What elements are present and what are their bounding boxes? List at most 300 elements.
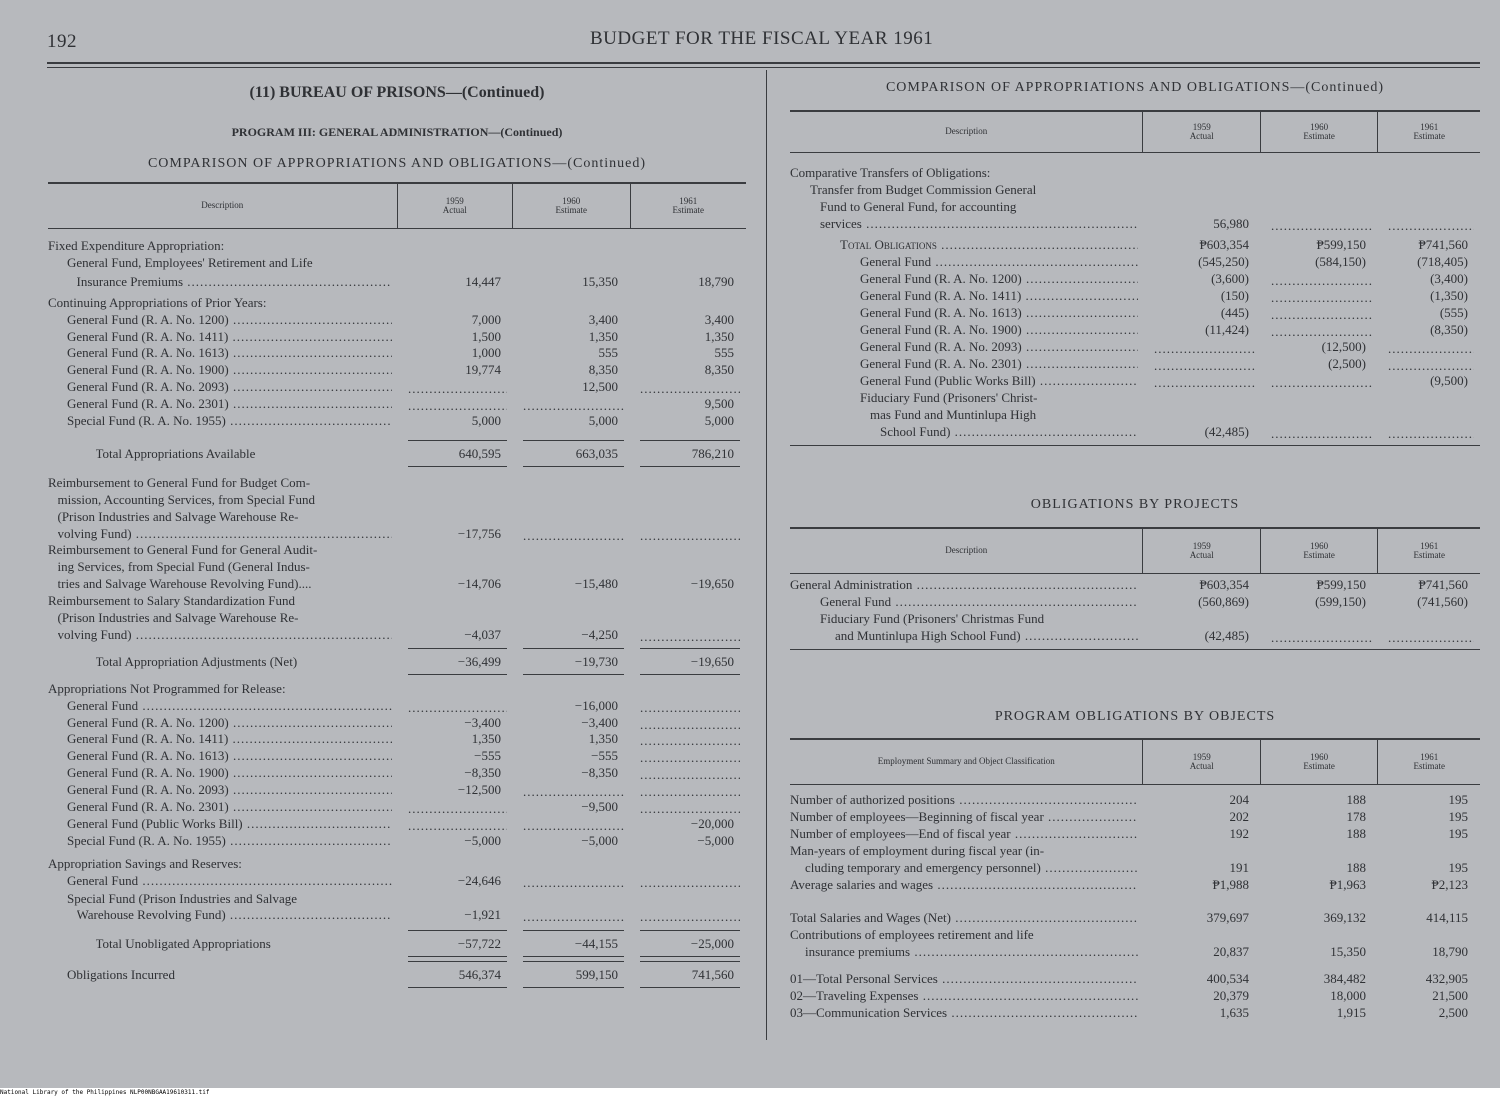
table-row [790, 237, 1480, 253]
table-row [48, 312, 746, 328]
leader-dots [640, 767, 740, 783]
table-bottom-rule [790, 649, 1480, 650]
cell-value: 178 [1346, 809, 1366, 824]
row-label: Reimbursement to Salary Standardization Fund [48, 593, 295, 609]
cell-value: 12,500 [582, 379, 618, 395]
row-label: Fund to General Fund, for accounting [820, 199, 1017, 214]
cell-value: 5,000 [704, 413, 734, 428]
row-label: General Fund ..... [860, 254, 1138, 270]
row-label: General Fund (Public Works Bill) ..... [860, 373, 1138, 389]
cell-value: 195 [1448, 792, 1468, 807]
table-header [790, 527, 1480, 574]
row-label: volving Fund) ..... [58, 627, 393, 643]
row-label: General Fund (R. A. No. 1613) ..... [67, 345, 392, 361]
table-row [790, 843, 1480, 859]
row-label: General Fund (R. A. No. 1411) ..... [67, 731, 392, 747]
leader-dots [1271, 307, 1372, 323]
row-label: Total Obligations ..... [840, 237, 1138, 253]
table-row [790, 390, 1480, 406]
cell-value: 741,560 [691, 967, 734, 983]
table-row [48, 681, 746, 697]
row-label: Fiduciary Fund (Prisoners' Christ- [860, 390, 1038, 405]
row-label: Number of employees—End of fiscal year ..... [790, 826, 1138, 842]
leader-dots [640, 875, 740, 891]
row-label: Number of employees—Beginning of fiscal year ..... [790, 809, 1138, 825]
table-row [790, 860, 1480, 876]
row-label: General Fund (R. A. No. 2301) ..... [67, 396, 392, 412]
row-label: Number of authorized positions ..... [790, 792, 1138, 808]
cell-value: ₱599,150 [1316, 237, 1366, 252]
cell-value: −4,250 [581, 626, 618, 642]
table-header [790, 738, 1480, 785]
cell-value: 15,350 [1330, 944, 1366, 959]
table-row [48, 833, 746, 849]
table-row [48, 782, 746, 798]
row-label: (Prison Industries and Salvage Warehouse Re- [57, 508, 299, 524]
program-title: PROGRAM III: GENERAL ADMINISTRATION—(Continued) [231, 125, 563, 139]
cell-value: 5,000 [471, 413, 501, 428]
leader-dots [1388, 218, 1474, 234]
cell-value: 1,350 [588, 328, 618, 344]
total-rule [408, 674, 507, 675]
leader-dots [408, 700, 507, 716]
header-rule-2 [47, 67, 1480, 68]
cell-value: −1,921 [464, 907, 501, 923]
cell-value: −555 [591, 748, 618, 764]
cell-value: −5,000 [697, 832, 734, 848]
leader-dots [1388, 358, 1474, 374]
row-label: General Fund (R. A. No. 1200) ..... [67, 312, 392, 328]
cell-value: −17,756 [457, 525, 501, 541]
scan-footer: National Library of the Philippines NLP00NBGAA19610311.tif [0, 1088, 1500, 1097]
total-rule [523, 466, 624, 467]
table-row [790, 288, 1480, 304]
row-label: General Fund (R. A. No. 2301) ..... [860, 356, 1138, 372]
cell-value: −36,499 [457, 653, 501, 669]
cell-value: −19,730 [574, 653, 618, 669]
row-label: Fiduciary Fund (Prisoners' Christmas Fund [820, 611, 1045, 626]
cell-value: 188 [1346, 792, 1366, 807]
cell-value: 9,500 [704, 396, 734, 412]
table-row [48, 559, 746, 575]
cell-value: 1,350 [704, 328, 734, 344]
cell-value: −3,400 [581, 714, 618, 730]
table-row [48, 715, 746, 731]
leader-dots [1271, 630, 1372, 646]
header-year-3: 1961 Estimate [1377, 740, 1480, 784]
leader-dots [1388, 630, 1474, 646]
header-description: Description [945, 545, 988, 556]
cell-value: ₱599,150 [1316, 577, 1366, 592]
cell-value: (9,500) [1430, 373, 1468, 388]
row-label: Reimbursement to General Fund for Budget Com- [48, 474, 311, 490]
cell-value: −555 [474, 748, 501, 764]
cell-value: −57,722 [457, 936, 501, 952]
leader-dots [1271, 375, 1372, 391]
cell-value: 192 [1229, 826, 1249, 841]
leader-dots [640, 801, 740, 817]
cell-value: 195 [1448, 809, 1468, 824]
cell-value: (3,400) [1430, 271, 1468, 286]
header-year-3: 1961 Estimate [1377, 112, 1480, 152]
row-label: School Fund) ..... [880, 424, 1138, 440]
row-label: ing Services, from Special Fund (General Indus- [57, 559, 310, 575]
header-year-1: 1959 Actual [1142, 112, 1259, 152]
cell-value: 14,447 [465, 273, 501, 289]
leader-dots [408, 381, 507, 397]
row-label: Special Fund (Prison Industries and Salvage [67, 890, 297, 906]
leader-dots [1388, 426, 1474, 442]
table-row [790, 1005, 1480, 1021]
row-label: General Fund ..... [67, 698, 392, 714]
row-label: cluding temporary and emergency personnel) ..... [805, 860, 1138, 876]
header-year-2: 1960 Estimate [1260, 112, 1377, 152]
cell-value: ₱1,988 [1212, 877, 1249, 892]
row-label: General Fund (R. A. No. 1411) ..... [860, 288, 1138, 304]
row-label: General Fund (R. A. No. 2093) ..... [67, 379, 392, 395]
header-description: Description [945, 126, 988, 137]
cell-value: 546,374 [458, 967, 501, 983]
table-row [790, 611, 1480, 627]
cell-value: 18,790 [698, 273, 734, 289]
row-label: General Fund (R. A. No. 2093) ..... [860, 339, 1138, 355]
cell-value: 8,350 [588, 362, 618, 378]
cell-value: −9,500 [581, 799, 618, 814]
leader-dots [1388, 341, 1474, 357]
table-row [790, 877, 1480, 893]
row-label: General Fund ..... [67, 873, 392, 889]
table-row [790, 322, 1480, 338]
row-label: General Fund, Employees' Retirement and Life [67, 254, 313, 270]
table-row [48, 396, 746, 412]
row-label: Insurance Premiums ..... [77, 274, 393, 290]
cell-value: (3,600) [1211, 271, 1249, 286]
cell-value: 188 [1346, 860, 1366, 875]
cell-value: ₱1,963 [1329, 877, 1366, 892]
row-label: General Fund (R. A. No. 1900) ..... [860, 322, 1138, 338]
row-label: insurance premiums ..... [805, 944, 1138, 960]
row-label: General Fund ..... [820, 594, 1138, 610]
table-row [790, 182, 1480, 198]
right-section2-title: OBLIGATIONS BY PROJECTS [1030, 497, 1240, 512]
cell-value: 20,379 [1213, 988, 1249, 1003]
row-label: General Fund (R. A. No. 2301) ..... [67, 799, 392, 815]
cell-value: −16,000 [574, 697, 618, 713]
row-label: Transfer from Budget Commission General [810, 182, 1037, 197]
row-label: Contributions of employees retirement and life [790, 927, 1034, 942]
row-label: mission, Accounting Services, from Special Fund [57, 491, 315, 507]
leader-dots [408, 818, 507, 834]
row-label: Special Fund (R. A. No. 1955) ..... [67, 413, 392, 429]
cell-value: 384,482 [1323, 971, 1366, 986]
cell-value: 8,350 [704, 362, 734, 378]
right-section1-title: COMPARISON OF APPROPRIATIONS AND OBLIGATIONS—(Continued) [885, 80, 1385, 95]
column-divider [766, 70, 767, 1040]
row-label: General Administration ..... [790, 577, 1138, 593]
cell-value: (445) [1220, 305, 1249, 320]
cell-value: 15,350 [582, 273, 618, 289]
table-row [48, 731, 746, 747]
cell-value: 202 [1229, 809, 1249, 824]
table-row [48, 509, 746, 525]
total-rule [640, 961, 740, 962]
header-year-3: 1961 Estimate [1377, 529, 1480, 573]
leader-dots [1271, 273, 1372, 289]
row-label: General Fund (Public Works Bill) ..... [67, 816, 392, 832]
row-label: mas Fund and Muntinlupa High [870, 407, 1037, 422]
cell-value: 3,400 [704, 311, 734, 327]
table-row [48, 967, 746, 983]
total-rule [408, 956, 507, 957]
total-rule [523, 961, 624, 962]
cell-value: 640,595 [458, 445, 501, 461]
table-row [790, 577, 1480, 593]
total-rule [523, 648, 624, 649]
table-row [790, 271, 1480, 287]
row-label: Comparative Transfers of Obligations: [790, 165, 991, 180]
cell-value: ₱741,560 [1418, 237, 1468, 252]
right-section3-title: PROGRAM OBLIGATIONS BY OBJECTS [994, 709, 1276, 724]
cell-value: 204 [1229, 792, 1249, 807]
cell-value: 195 [1448, 826, 1468, 841]
cell-value: (1,350) [1430, 288, 1468, 303]
cell-value: −5,000 [581, 832, 618, 848]
cell-value: 191 [1229, 860, 1249, 875]
row-label: General Fund (R. A. No. 1613) ..... [860, 305, 1138, 321]
cell-value: −8,350 [464, 765, 501, 781]
cell-value: (545,250) [1198, 254, 1249, 269]
total-rule [523, 440, 624, 441]
leader-dots [523, 528, 624, 544]
table-row [48, 542, 746, 558]
cell-value: 188 [1346, 826, 1366, 841]
row-label: General Fund (R. A. No. 1411) ..... [67, 329, 392, 345]
table-row [790, 199, 1480, 215]
table-row [48, 362, 746, 378]
leader-dots [1154, 358, 1255, 374]
cell-value: ₱603,354 [1199, 577, 1249, 592]
row-label: General Fund (R. A. No. 1613) ..... [67, 748, 392, 764]
leader-dots [1154, 375, 1255, 391]
cell-value: 599,150 [575, 967, 618, 983]
cell-value: (8,350) [1430, 322, 1468, 337]
cell-value: −14,706 [457, 576, 501, 592]
row-label: Obligations Incurred [67, 967, 175, 983]
cell-value: 555 [598, 345, 618, 361]
header-rule-1 [47, 62, 1480, 64]
header-year-3: 1961 Estimate [630, 184, 747, 228]
cell-value: 18,790 [1432, 944, 1468, 959]
row-label: General Fund (R. A. No. 1200) ..... [860, 271, 1138, 287]
total-rule [640, 930, 740, 931]
cell-value: 369,132 [1323, 910, 1366, 925]
leader-dots [640, 717, 740, 733]
row-label: 02—Traveling Expenses ..... [790, 988, 1138, 1004]
row-label: (Prison Industries and Salvage Warehouse Re- [57, 610, 299, 625]
row-label: Warehouse Revolving Fund) ..... [77, 907, 393, 923]
cell-value: (2,500) [1328, 356, 1366, 371]
header-description: Employment Summary and Object Classification [877, 756, 1055, 767]
table-row [48, 379, 746, 395]
total-rule [640, 466, 740, 467]
cell-value: 663,035 [575, 445, 618, 461]
table-row [790, 809, 1480, 825]
cell-value: 18,000 [1330, 988, 1366, 1003]
cell-value: ₱2,123 [1431, 877, 1468, 892]
table-row [48, 891, 746, 907]
cell-value: (42,485) [1204, 628, 1249, 643]
leader-dots [408, 801, 507, 817]
cell-value: 1,500 [471, 328, 501, 344]
total-rule [523, 956, 624, 957]
header-year-1: 1959 Actual [1142, 740, 1259, 784]
table-row [790, 988, 1480, 1004]
total-rule [640, 956, 740, 957]
table-row [48, 492, 746, 508]
table-row [48, 345, 746, 361]
cell-value: (11,424) [1205, 322, 1249, 337]
total-rule [408, 466, 507, 467]
table-row [48, 627, 746, 643]
row-label: General Fund (R. A. No. 1200) ..... [67, 715, 392, 731]
table-row [790, 424, 1480, 440]
row-label: Total Appropriations Available [95, 445, 256, 461]
leader-dots [640, 750, 740, 766]
cell-value: 555 [714, 345, 734, 361]
bureau-title: (11) BUREAU OF PRISONS—(Continued) [249, 84, 545, 101]
row-label: General Fund (R. A. No. 2093) ..... [67, 782, 392, 798]
cell-value: −15,480 [574, 576, 618, 592]
row-label: Man-years of employment during fiscal year (in- [790, 843, 1045, 858]
table-row [790, 910, 1480, 926]
row-label: volving Fund) ..... [58, 526, 393, 542]
cell-value: 1,350 [471, 731, 501, 747]
cell-value: 2,500 [1438, 1005, 1468, 1020]
total-rule [640, 987, 740, 988]
row-label: General Fund (R. A. No. 1900) ..... [67, 362, 392, 378]
leader-dots [523, 909, 624, 925]
cell-value: (12,500) [1321, 339, 1366, 354]
cell-value: 7,000 [471, 311, 501, 327]
leader-dots [640, 528, 740, 544]
total-rule [408, 930, 507, 931]
cell-value: (555) [1439, 305, 1468, 320]
running-title: BUDGET FOR THE FISCAL YEAR 1961 [590, 28, 934, 49]
cell-value: −24,646 [457, 872, 501, 888]
row-label: Reimbursement to General Fund for General Audit- [48, 542, 318, 558]
cell-value: (718,405) [1417, 254, 1468, 269]
cell-value: 3,400 [588, 311, 618, 327]
row-label: General Fund (R. A. No. 1900) ..... [67, 765, 392, 781]
leader-dots [1271, 426, 1372, 442]
cell-value: −3,400 [464, 714, 501, 730]
header-year-2: 1960 Estimate [512, 184, 630, 228]
total-rule [408, 961, 507, 962]
leader-dots [640, 629, 740, 645]
cell-value: 56,980 [1213, 216, 1249, 231]
table-row [790, 826, 1480, 842]
cell-value: −12,500 [457, 782, 501, 798]
cell-value: 5,000 [588, 413, 618, 428]
leader-dots [1271, 324, 1372, 340]
total-rule [408, 987, 507, 988]
row-label: Average salaries and wages ..... [790, 877, 1138, 893]
table-row [48, 765, 746, 781]
row-label: services ..... [820, 216, 1138, 232]
table-row [790, 165, 1480, 181]
table-row [48, 413, 746, 429]
total-rule [640, 674, 740, 675]
row-label: Appropriations Not Programmed for Release: [48, 680, 286, 696]
cell-value: 786,210 [691, 445, 734, 461]
cell-value: −4,037 [464, 626, 501, 642]
cell-value: 414,115 [1426, 910, 1468, 925]
total-rule [640, 440, 740, 441]
cell-value: 195 [1448, 860, 1468, 875]
cell-value: (42,485) [1204, 424, 1249, 439]
leader-dots [640, 700, 740, 716]
leader-dots [1271, 218, 1372, 234]
cell-value: 1,350 [588, 731, 618, 747]
row-label: Total Appropriation Adjustments (Net) [95, 653, 298, 669]
table-row [48, 576, 746, 592]
left-section-title: COMPARISON OF APPROPRIATIONS AND OBLIGATIONS—(Continued) [147, 156, 647, 171]
table-row [48, 593, 746, 609]
header-year-2: 1960 Estimate [1260, 529, 1377, 573]
table-row [48, 907, 746, 923]
table-row [48, 654, 746, 670]
cell-value: 379,697 [1206, 910, 1249, 925]
cell-value: ₱603,354 [1199, 237, 1249, 252]
total-rule [523, 987, 624, 988]
header-year-1: 1959 Actual [1142, 529, 1259, 573]
header-description: Description [201, 200, 244, 211]
leader-dots [523, 818, 624, 834]
row-label: 01—Total Personal Services ..... [790, 971, 1138, 987]
table-header [48, 182, 746, 229]
table-row [48, 799, 746, 815]
cell-value: (150) [1220, 288, 1249, 303]
leader-dots [640, 733, 740, 749]
cell-value: (560,869) [1198, 594, 1249, 609]
leader-dots [640, 784, 740, 800]
leader-dots [640, 909, 740, 925]
table-row [790, 356, 1480, 372]
table-row [48, 295, 746, 311]
table-row [790, 305, 1480, 321]
cell-value: 400,534 [1206, 971, 1249, 986]
row-label: Total Salaries and Wages (Net) ..... [790, 910, 1138, 926]
table-row [48, 475, 746, 491]
table-row [48, 446, 746, 462]
total-rule [523, 930, 624, 931]
table-row [48, 238, 746, 254]
table-row [790, 407, 1480, 423]
cell-value: −44,155 [574, 936, 618, 952]
total-rule [408, 648, 507, 649]
total-rule [523, 674, 624, 675]
table-row [48, 748, 746, 764]
cell-value: −19,650 [690, 653, 734, 669]
cell-value: (599,150) [1315, 594, 1366, 609]
cell-value: 21,500 [1432, 988, 1468, 1003]
table-row [790, 927, 1480, 943]
row-label: tries and Salvage Warehouse Revolving Fund).... [57, 576, 312, 592]
table-row [48, 856, 746, 872]
leader-dots [640, 381, 740, 397]
table-row [790, 628, 1480, 644]
cell-value: 20,837 [1213, 944, 1249, 959]
